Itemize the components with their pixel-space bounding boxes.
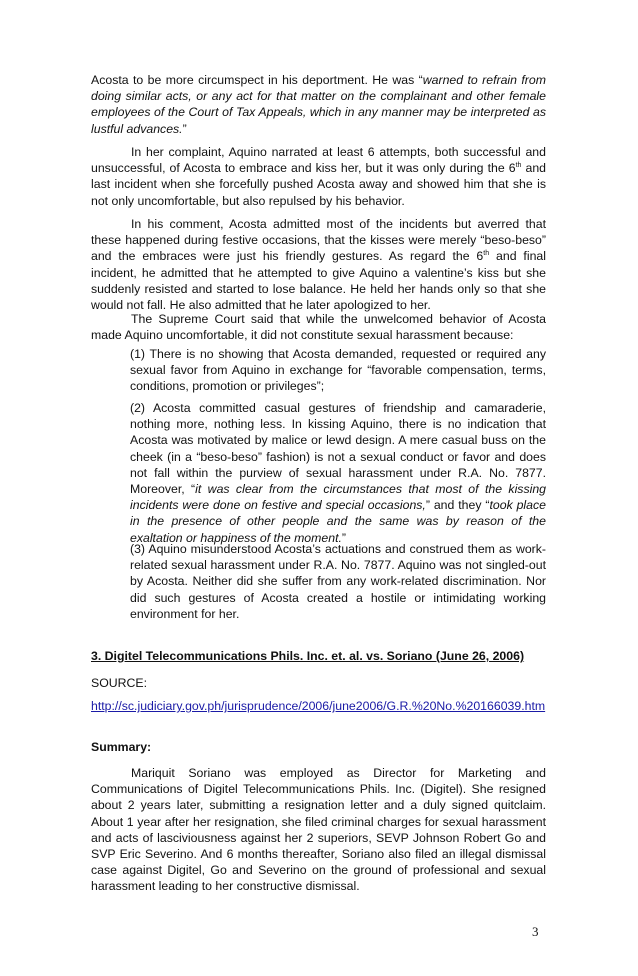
text: ” (341, 530, 347, 545)
paragraph-aquino-complaint (91, 144, 546, 209)
superscript: th (515, 162, 522, 170)
text: (2) Acosta committed casual gestures of friendship and camaraderie, nothing more, nothing less. In kissing Aquino, there is no indication that Acosta was motivated by malice or lewd design. A mere casual buss on the cheek (in a “beso-beso” fashion) is not a sexual conduct or favor and does not fall within the purview of sexual harassment under R.A. No. 7877. Moreover, “ (130, 401, 546, 497)
source-paragraph (91, 698, 546, 714)
quote-italic: it was clear from the circumstances that most of the kissing incidents were done on festive and special occasions, (130, 482, 547, 513)
reason-3: (3) Aquino misunderstood Acosta’s actuations and construed them as work-related sexual harassment under R.A. No. 7877. Aquino was not singled-out by Acosta. Neither did she suffer from any work-related discrimination. Nor did such gestures of Acosta created a hostile or intimidating working environment for her. (130, 542, 546, 621)
paragraph-acosta-comment (91, 216, 546, 313)
paragraph-acosta-warning (91, 72, 546, 137)
text: In her complaint, Aquino narrated at least 6 attempts, both successful and unsuccessful, of Acosta to embrace and kiss her, but it was only during the 6 (91, 145, 546, 176)
case-heading: 3. Digitel Telecommunications Phils. Inc. et. al. vs. Soriano (June 26, 2006) (91, 649, 525, 663)
source-link[interactable]: http://sc.judiciary.gov.ph/jurisprudence/2006/june2006/G.R.%20No.%20166039.htm (91, 699, 546, 713)
text: ” and they “ (425, 498, 490, 513)
text: ” (182, 121, 187, 136)
source-label: SOURCE: (91, 676, 148, 690)
text: and last incident when she forcefully pushed Acosta away and showed him that she is not only uncomfortable, but also repulsed by his behavior. (91, 161, 546, 208)
page-number: 3 (532, 924, 539, 939)
summary-label: Summary: (91, 740, 152, 754)
summary-paragraph: Mariquit Soriano was employed as Director for Marketing and Communications of Digitel Telecommunications Phils. Inc. (Digitel). She resigned about 2 years later, submitting a resignation letter and a duly signed quitclaim. About 1 year after her resignation, she filed criminal charges for sexual harassment and acts of lasciviousness against her 2 superiors, SEVP Johnson Robert Go and SVP Eric Severino. And 6 months thereafter, Soriano also filed an illegal dismissal case against Digitel, Go and Severino on the ground of professional and sexual harassment leading to her constructive dismissal. (91, 766, 546, 894)
text: In his comment, Acosta admitted most of the incidents but averred that these happened during festive occasions, that the kisses were merely “beso-beso” and the embraces were just his friendly gestures. As regard the 6 (91, 217, 546, 264)
quote-italic: took place in the presence of other people and the same was by reason of the exaltation or happiness of the moment. (130, 498, 546, 545)
reason-1: (1) There is no showing that Acosta demanded, requested or required any sexual favor from Aquino in exchange for “favorable compensation, terms, conditions, promotion or privileges”; (130, 347, 546, 394)
paragraph-supreme-court: The Supreme Court said that while the unwelcomed behavior of Acosta made Aquino uncomfortable, it did not constitute sexual harassment because: (91, 312, 546, 343)
text: Acosta to be more circumspect in his deportment. He was “ (91, 73, 423, 87)
superscript: th (483, 250, 490, 258)
reason-2 (130, 400, 546, 546)
quote-italic: warned to refrain from doing similar acts, or any act for that matter on the complainant and other female employees of the Court of Tax Appeals, which in any manner may be interpreted as lustful advances. (91, 73, 546, 136)
text: and final incident, he admitted that he attempted to give Aquino a valentine’s kiss but she suddenly resisted and started to lose balance. He held her hands only so that she would not fall. He also admitted that he later apologized to her. (91, 249, 546, 313)
